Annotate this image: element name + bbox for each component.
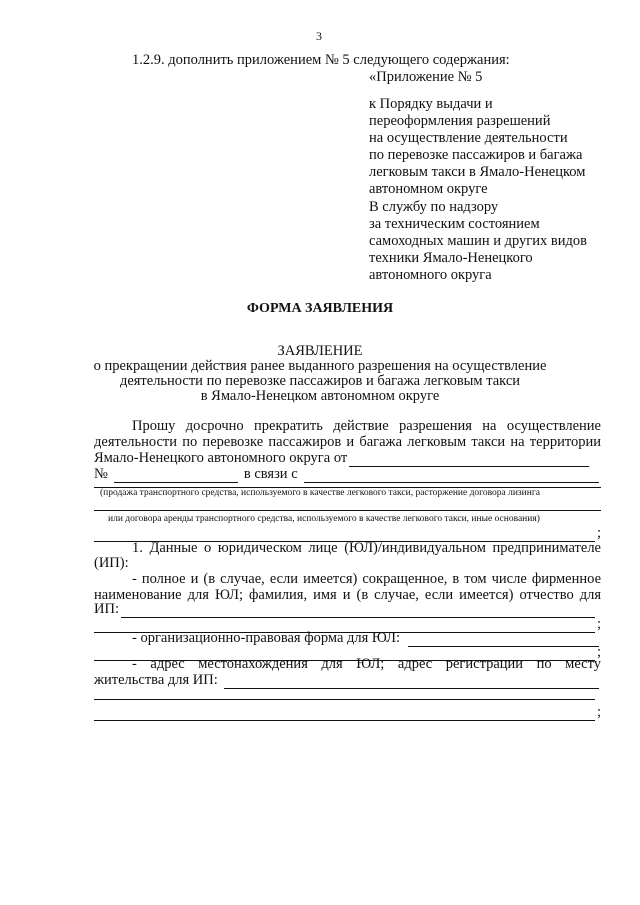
semicolon: ; <box>596 616 601 632</box>
appendix-ref-line: легковым такси в Ямало-Ненецком <box>369 164 586 180</box>
addressee-line: самоходных машин и других видов <box>369 233 587 249</box>
section-heading-cont: (ИП): <box>94 555 129 571</box>
statement-subtitle-line: в Ямало-Ненецком автономном округе <box>200 388 440 404</box>
address-field[interactable] <box>94 708 595 721</box>
section-heading: 1. Данные о юридическом лице (ЮЛ)/индивидуальном предпринимателе <box>132 540 601 556</box>
statement-subtitle-line: о прекращении действия ранее выданного разрешения на осуществление <box>93 358 547 374</box>
addressee-line: автономного округа <box>369 267 492 283</box>
reason-label: в связи с <box>243 466 298 482</box>
permit-number-row <box>94 466 601 483</box>
intro-line: 1.2.9. дополнить приложением № 5 следующего содержания: <box>132 52 510 68</box>
appendix-ref <box>369 96 585 198</box>
page-number: 3 <box>316 29 322 43</box>
appendix-ref-line: переоформления разрешений <box>369 113 551 129</box>
address-field[interactable] <box>94 687 595 700</box>
addressee <box>369 199 587 284</box>
appendix-ref-line: на осуществление деятельности <box>369 130 568 146</box>
permit-number-label: № <box>94 466 108 482</box>
name-label-line: наименование для ЮЛ; фамилия, имя и (в случае, если имеется) отчество для <box>94 587 601 603</box>
appendix-ref-line: автономном округе <box>369 181 488 197</box>
address-row-2 <box>94 687 601 700</box>
statement-subtitle-line: деятельности по перевозке пассажиров и багажа легковым такси <box>119 373 521 389</box>
appendix-title: «Приложение № 5 <box>369 69 483 85</box>
address-label-line: - адрес местонахождения для ЮЛ; адрес регистрации по месту <box>132 656 601 672</box>
addressee-line: техники Ямало-Ненецкого <box>369 250 533 266</box>
name-label-line: - полное и (в случае, если имеется) сокращенное, в том числе фирменное <box>132 571 601 587</box>
addressee-line: за техническим состоянием <box>369 216 540 232</box>
address-row-3 <box>94 704 601 721</box>
reason-line[interactable] <box>94 510 601 511</box>
reason-field[interactable] <box>304 470 599 483</box>
appendix-ref-line: к Порядку выдачи и <box>369 96 493 112</box>
opf-label: - организационно-правовая форма для ЮЛ: <box>132 630 400 646</box>
semicolon: ; <box>596 704 601 720</box>
permit-date-row <box>94 450 601 467</box>
form-title: ФОРМА ЗАЯВЛЕНИЯ <box>246 301 394 316</box>
statement-title: ЗАЯВЛЕНИЕ <box>277 343 363 359</box>
semicolon: ; <box>596 525 601 541</box>
address-label: жительства для ИП: <box>94 672 218 688</box>
appendix-ref-line: по перевозке пассажиров и багажа <box>369 147 583 163</box>
permit-number-field[interactable] <box>114 470 238 483</box>
permit-date-label: Ямало-Ненецкого автономного округа от <box>94 450 348 466</box>
semicolon: ; <box>596 644 601 660</box>
name-label: ИП: <box>94 601 119 617</box>
addressee-line: В службу по надзору <box>369 199 499 215</box>
paragraph-line: Прошу досрочно прекратить действие разрешения на осуществление <box>132 418 601 434</box>
reason-hint: или договора аренды транспортного средства, используемого в качестве легкового такси, иные основания) <box>108 514 540 524</box>
paragraph-line: деятельности по перевозке пассажиров и багажа легковым такси на территории <box>94 434 601 450</box>
reason-hint: (продажа транспортного средства, используемого в качестве легкового такси, расторжение договора лизинга <box>100 488 540 498</box>
